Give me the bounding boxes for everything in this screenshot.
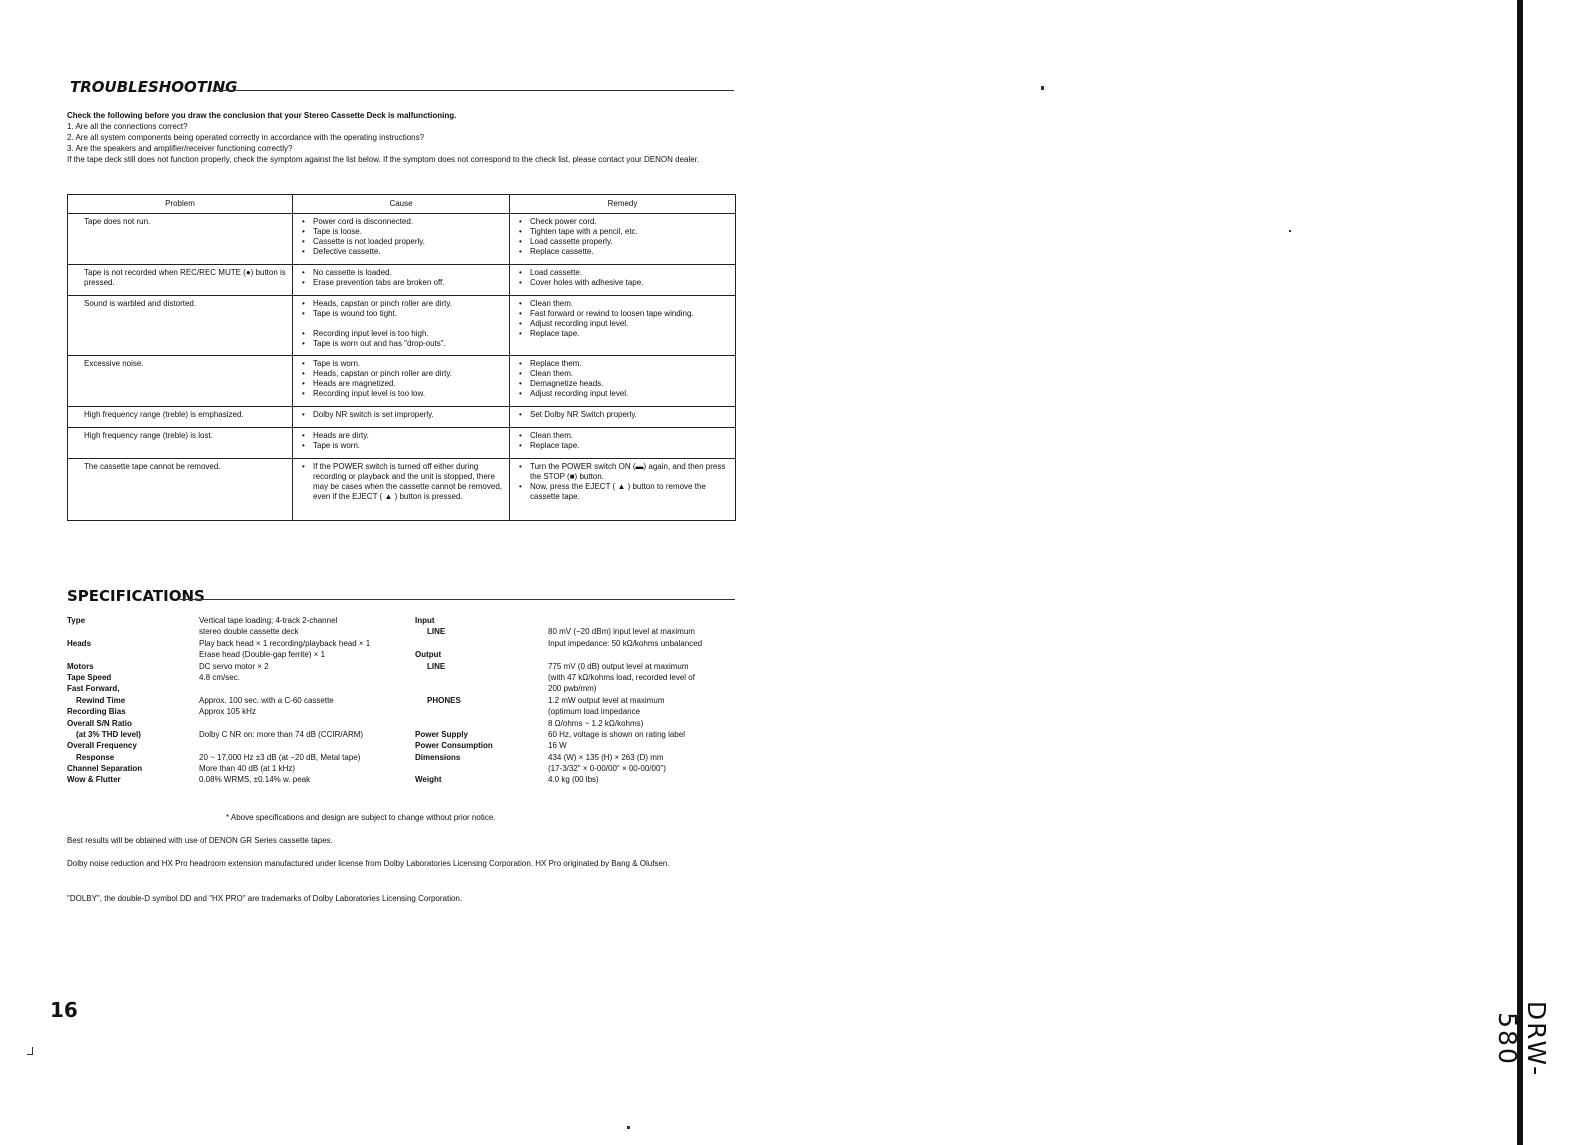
cause-cell bbox=[293, 407, 510, 428]
page-number: 16 bbox=[50, 998, 78, 1022]
spec-value: 60 Hz, voltage is shown on rating label bbox=[548, 729, 685, 739]
spec-label: Motors bbox=[67, 661, 94, 671]
cause-cell bbox=[293, 459, 510, 521]
spec-value: 4.8 cm/sec. bbox=[199, 672, 240, 682]
spec-value: Vertical tape loading; 4-track 2-channel bbox=[199, 616, 338, 625]
spec-value: Approx. 100 sec. with a C-60 cassette bbox=[199, 695, 334, 705]
remedy-item: • Clean them. bbox=[514, 369, 731, 379]
spec-value: stereo double cassette deck bbox=[199, 627, 299, 637]
spec-value: 8 Ω/ohms ~ 1.2 kΩ/kohms) bbox=[548, 718, 644, 728]
spec-value: 4.0 kg (00 lbs) bbox=[548, 775, 599, 785]
spec-value: (optimum load impedance bbox=[548, 707, 641, 717]
cause-cell bbox=[293, 296, 510, 356]
intro-note: If the tape deck still does not function properly, check the symptom against the list below. If the symptom does not correspond to the check list, please contact your DENON dealer. bbox=[67, 155, 700, 164]
spec-value bbox=[199, 718, 370, 729]
header-remedy: Remedy bbox=[510, 195, 736, 214]
table-row bbox=[68, 356, 736, 407]
check-item: 3. Are the speakers and amplifier/receiver functioning correctly? bbox=[67, 144, 293, 153]
troubleshooting-table bbox=[67, 194, 736, 521]
spec-notice: * Above specifications and design are subject to change without prior notice. bbox=[226, 813, 496, 822]
spec-label: Heads bbox=[67, 638, 92, 648]
spec-label: Type bbox=[67, 616, 86, 625]
remedy-item: • Clean them. bbox=[514, 431, 731, 441]
remedy-item: • Clean them. bbox=[514, 299, 731, 309]
spec-value: Dolby C NR on: more than 74 dB (CCIR/ARM) bbox=[199, 729, 364, 739]
spec-value bbox=[199, 683, 370, 694]
spec-value: Erase head (Double-gap ferrite) × 1 bbox=[199, 650, 326, 660]
spec-value bbox=[199, 740, 370, 751]
problem-cell: Excessive noise. bbox=[68, 356, 293, 407]
spec-value: 80 mV (−20 dBm) input level at maximum bbox=[548, 627, 695, 637]
spec-label: Overall Frequency bbox=[67, 741, 137, 751]
scan-speck bbox=[27, 1054, 33, 1055]
spec-label: LINE bbox=[427, 661, 446, 671]
cause-cell bbox=[293, 265, 510, 296]
remedy-item: • Load cassette properly. bbox=[514, 237, 731, 247]
problem-cell: High frequency range (treble) is lost. bbox=[68, 428, 293, 459]
binding-edge-bar bbox=[1517, 0, 1523, 1145]
check-item: 2. Are all system components being operated correctly in accordance with the operating instructions? bbox=[67, 133, 425, 142]
remedy-item: • Adjust recording input level. bbox=[514, 319, 731, 329]
problem-cell: Tape does not run. bbox=[68, 214, 293, 265]
spec-right-values bbox=[548, 615, 702, 786]
scan-speck bbox=[1041, 86, 1044, 90]
remedy-item: • Now, press the EJECT ( ▲ ) button to remove the cassette tape. bbox=[514, 482, 731, 502]
remedy-cell bbox=[510, 428, 736, 459]
cause-item: • Heads are magnetized. bbox=[297, 379, 505, 389]
cause-cell bbox=[293, 428, 510, 459]
spec-label: PHONES bbox=[427, 695, 461, 705]
table-row bbox=[68, 459, 736, 521]
remedy-item: • Fast forward or rewind to loosen tape winding. bbox=[514, 309, 731, 319]
spec-label bbox=[415, 672, 493, 683]
note-dolby: Dolby noise reduction and HX Pro headroom extension manufactured under license from Dolby Laboratories Licensing Corporation. HX Pro originated by Bang & Olufsen. bbox=[67, 859, 670, 868]
remedy-item: • Adjust recording input level. bbox=[514, 389, 731, 399]
spec-value: Approx 105 kHz bbox=[199, 707, 256, 717]
cause-item: • Recording input level is too low. bbox=[297, 389, 505, 399]
remedy-item: • Tighten tape with a pencil, etc. bbox=[514, 227, 731, 237]
spec-label bbox=[415, 718, 493, 729]
spec-label: Fast Forward, bbox=[67, 684, 120, 694]
spec-value: 434 (W) × 135 (H) × 263 (D) mm bbox=[548, 752, 664, 762]
spec-label: Power Consumption bbox=[415, 741, 493, 751]
spec-label: Weight bbox=[415, 775, 442, 785]
cause-item: • Tape is worn. bbox=[297, 359, 505, 369]
spec-label: Overall S/N Ratio bbox=[67, 718, 132, 728]
spec-label bbox=[415, 706, 493, 717]
spec-label bbox=[415, 638, 493, 649]
problem-cell: The cassette tape cannot be removed. bbox=[68, 459, 293, 521]
model-label: DRW-580 bbox=[1493, 1000, 1551, 1078]
cause-item: • Power cord is disconnected. bbox=[297, 217, 505, 227]
spec-value: 16 W bbox=[548, 741, 567, 751]
spec-label: Output bbox=[415, 650, 442, 660]
remedy-item: • Replace tape. bbox=[514, 329, 731, 339]
specifications-title: SPECIFICATIONS bbox=[67, 587, 205, 605]
cause-item: • Tape is worn out and has "drop-outs". bbox=[297, 339, 505, 349]
check-item: 1. Are all the connections correct? bbox=[67, 122, 188, 131]
cause-item: • Erase prevention tabs are broken off. bbox=[297, 278, 505, 288]
spec-value: 200 pwb/mm) bbox=[548, 684, 597, 694]
spec-label: Recording Bias bbox=[67, 707, 126, 717]
table-row bbox=[68, 214, 736, 265]
scan-speck bbox=[627, 1126, 630, 1129]
cause-item: • Dolby NR switch is set improperly. bbox=[297, 410, 505, 420]
spec-label: Dimensions bbox=[415, 752, 461, 762]
remedy-item: • Replace them. bbox=[514, 359, 731, 369]
cause-cell bbox=[293, 214, 510, 265]
spec-value: Input impedance: 50 kΩ/kohms unbalanced bbox=[548, 638, 703, 648]
remedy-item: • Load cassette. bbox=[514, 268, 731, 278]
spec-value: More than 40 dB (at 1 kHz) bbox=[199, 764, 296, 774]
remedy-cell bbox=[510, 459, 736, 521]
title-rule bbox=[212, 90, 734, 91]
spec-value: (17-3/32" × 0-00/00" × 00-00/00") bbox=[548, 764, 666, 774]
spec-label bbox=[67, 626, 142, 637]
header-problem: Problem bbox=[68, 195, 293, 214]
cause-item: • No cassette is loaded. bbox=[297, 268, 505, 278]
cause-item: • Tape is wound too tight. bbox=[297, 309, 505, 319]
spec-label: Response bbox=[76, 752, 115, 762]
remedy-item: • Turn the POWER switch ON (▬) again, and then press the STOP (■) button. bbox=[514, 462, 731, 482]
cause-item: • Tape is worn. bbox=[297, 441, 505, 451]
header-cause: Cause bbox=[293, 195, 510, 214]
note-tapes: Best results will be obtained with use of DENON GR Series cassette tapes. bbox=[67, 836, 333, 845]
spec-label: Tape Speed bbox=[67, 672, 112, 682]
spec-label: (at 3% THD level) bbox=[76, 729, 141, 739]
cause-item: • Cassette is not loaded properly. bbox=[297, 237, 505, 247]
scan-speck bbox=[1289, 230, 1291, 232]
cause-item: • Recording input level is too high. bbox=[297, 329, 505, 339]
spec-value bbox=[548, 615, 702, 626]
cause-cell bbox=[293, 356, 510, 407]
spec-value: 20 ~ 17,000 Hz ±3 dB (at −20 dB, Metal tape) bbox=[199, 752, 361, 762]
table-row bbox=[68, 428, 736, 459]
cause-item: • If the POWER switch is turned off either during recording or playback and the unit is stopped, there may be cases when the cassette cannot be removed, even if the EJECT ( ▲ ) button is pressed. bbox=[297, 462, 505, 502]
spec-label: Wow & Flutter bbox=[67, 775, 121, 785]
remedy-cell bbox=[510, 296, 736, 356]
spec-label bbox=[415, 683, 493, 694]
problem-cell: Sound is warbled and distorted. bbox=[68, 296, 293, 356]
cause-item: • Tape is loose. bbox=[297, 227, 505, 237]
spec-value: (with 47 kΩ/kohms load, recorded level of bbox=[548, 672, 695, 682]
remedy-cell bbox=[510, 265, 736, 296]
spec-value: Play back head × 1 recording/playback head × 1 bbox=[199, 638, 371, 648]
spec-label: Input bbox=[415, 616, 435, 625]
spec-right-labels bbox=[415, 615, 493, 786]
remedy-cell bbox=[510, 214, 736, 265]
spec-label: Power Supply bbox=[415, 729, 468, 739]
spec-label: LINE bbox=[427, 627, 446, 637]
table-row bbox=[68, 407, 736, 428]
cause-item: • Heads, capstan or pinch roller are dirty. bbox=[297, 299, 505, 309]
spec-label: Channel Separation bbox=[67, 764, 143, 774]
cause-item: • Heads, capstan or pinch roller are dirty. bbox=[297, 369, 505, 379]
spec-value: 0.08% WRMS, ±0.14% w. peak bbox=[199, 775, 311, 785]
spec-label bbox=[67, 649, 142, 660]
remedy-cell bbox=[510, 407, 736, 428]
spec-value: DC servo motor × 2 bbox=[199, 661, 269, 671]
remedy-item: • Demagnetize heads. bbox=[514, 379, 731, 389]
spec-title-rule bbox=[180, 599, 735, 600]
note-trademark: "DOLBY", the double-D symbol DD and "HX PRO" are trademarks of Dolby Laboratories Licensing Corporation. bbox=[67, 894, 463, 903]
remedy-cell bbox=[510, 356, 736, 407]
spec-value: 1.2 mW output level at maximum bbox=[548, 695, 665, 705]
table-row bbox=[68, 296, 736, 356]
spec-value: 775 mV (0 dB) output level at maximum bbox=[548, 661, 689, 671]
table-row bbox=[68, 265, 736, 296]
spec-left-labels bbox=[67, 615, 142, 786]
problem-cell: Tape is not recorded when REC/REC MUTE (●) button is pressed. bbox=[68, 265, 293, 296]
problem-cell: High frequency range (treble) is emphasized. bbox=[68, 407, 293, 428]
remedy-item: • Check power cord. bbox=[514, 217, 731, 227]
spec-label: Rewind Time bbox=[76, 695, 126, 705]
spec-left-values bbox=[199, 615, 370, 786]
cause-item: • Defective cassette. bbox=[297, 247, 505, 257]
cause-item: • Heads are dirty. bbox=[297, 431, 505, 441]
spec-label bbox=[415, 763, 493, 774]
table-header-row bbox=[68, 195, 736, 214]
spec-value bbox=[548, 649, 702, 660]
remedy-item: • Set Dolby NR Switch properly. bbox=[514, 410, 731, 420]
intro-bold: Check the following before you draw the conclusion that your Stereo Cassette Deck is malfunctioning. bbox=[67, 111, 457, 120]
remedy-item: • Replace cassette. bbox=[514, 247, 731, 257]
troubleshooting-title: TROUBLESHOOTING bbox=[70, 78, 238, 96]
remedy-item: • Cover holes with adhesive tape. bbox=[514, 278, 731, 288]
remedy-item: • Replace tape. bbox=[514, 441, 731, 451]
troubleshooting-intro bbox=[67, 110, 735, 165]
